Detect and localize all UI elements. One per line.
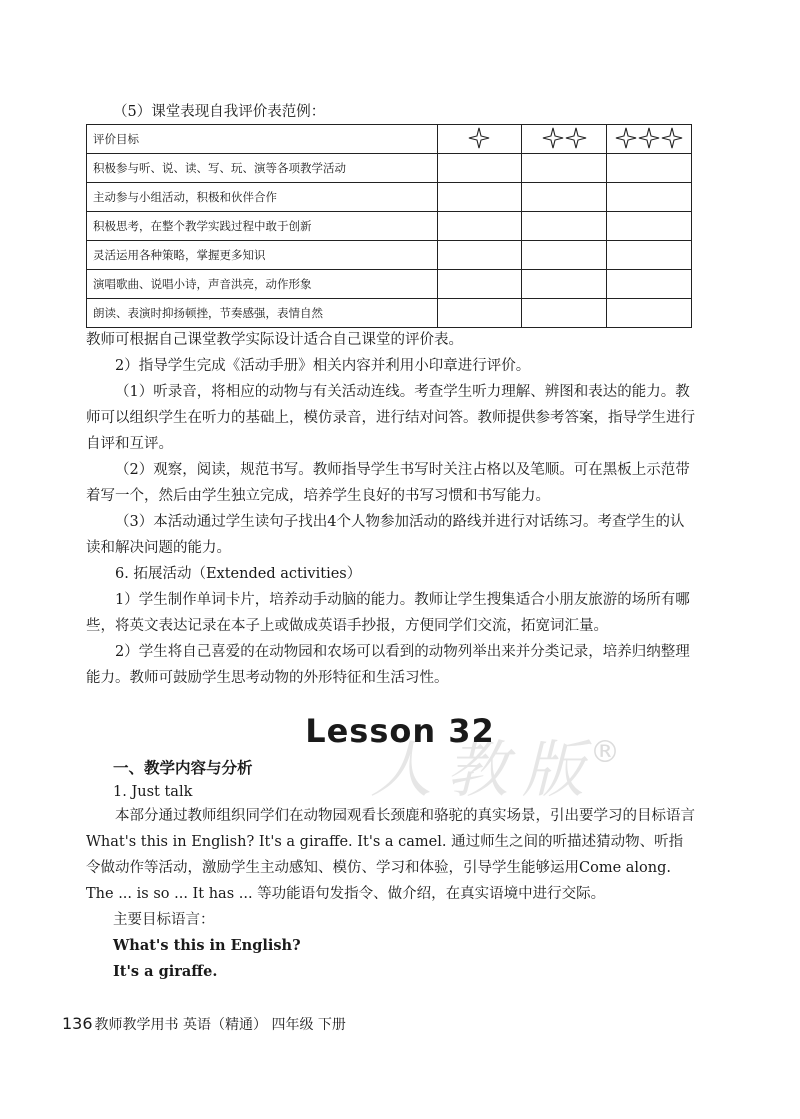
header-three-stars <box>607 125 692 154</box>
self-evaluation-table <box>86 124 692 328</box>
rating-cell <box>437 241 522 270</box>
rating-cell <box>607 212 692 241</box>
star-icon-group <box>468 127 490 149</box>
table-row <box>87 299 692 328</box>
goal-cell: 主动参与小组活动，积极和伙伴合作 <box>87 183 438 212</box>
lesson-body: 本部分通过教师组织同学们在动物园观看长颈鹿和骆驼的真实场景，引出要学习的目标语言What's this in English? It's a giraffe. It's a camel. 通过师生之间的听描述猜动物、听指令做动作等活动，激励学生主动感知、模仿、学习和体验，引导学生能够运用Come along. The ... is so ... It has ... 等功能语句发指令、做介绍，在真实语境中进行交际。 <box>86 808 695 902</box>
paragraph: 1）学生制作单词卡片，培养动手动脑的能力。教师让学生搜集适合小朋友旅游的场所有哪些，将英文表达记录在本子上或做成英语手抄报，方便同学们交流，拓宽词汇量。 <box>86 592 690 634</box>
paragraph: 2）学生将自己喜爱的在动物园和农场可以看到的动物列举出来并分类记录，培养归纳整理能力。教师可鼓励学生思考动物的外形特征和生活习性。 <box>86 644 690 686</box>
section-heading: 一、教学内容与分析 <box>113 758 253 777</box>
four-point-star-icon <box>468 127 490 149</box>
table-row <box>87 270 692 299</box>
paragraph: 教师可根据自己课堂教学实际设计适合自己课堂的评价表。 <box>86 332 463 348</box>
rating-cell <box>607 270 692 299</box>
rating-cell <box>607 241 692 270</box>
rating-cell <box>437 154 522 183</box>
book-title: 教师教学用书 英语（精通） 四年级 下册 <box>94 1017 346 1033</box>
goal-cell: 灵活运用各种策略，掌握更多知识 <box>87 241 438 270</box>
star-icon-group <box>542 127 587 149</box>
table-caption: （5）课堂表现自我评价表范例： <box>113 104 326 120</box>
goal-cell: 积极思考，在整个教学实践过程中敢于创新 <box>87 212 438 241</box>
goal-cell: 朗读、表演时抑扬顿挫，节奏感强，表情自然 <box>87 299 438 328</box>
four-point-star-icon <box>565 127 587 149</box>
target-sentence: What's this in English? <box>113 937 301 954</box>
four-point-star-icon <box>638 127 660 149</box>
target-label: 主要目标语言： <box>113 912 215 928</box>
header-goal: 评价目标 <box>87 125 438 154</box>
table-row <box>87 212 692 241</box>
rating-cell <box>437 183 522 212</box>
rating-cell <box>607 299 692 328</box>
header-two-stars <box>522 125 607 154</box>
rating-cell <box>607 154 692 183</box>
rating-cell <box>522 212 607 241</box>
rating-cell <box>522 183 607 212</box>
four-point-star-icon <box>615 127 637 149</box>
four-point-star-icon <box>661 127 683 149</box>
page-number: 136 <box>62 1014 93 1033</box>
rating-cell <box>522 154 607 183</box>
goal-cell: 演唱歌曲、说唱小诗，声音洪亮，动作形象 <box>87 270 438 299</box>
rating-cell <box>607 183 692 212</box>
rating-cell <box>522 270 607 299</box>
lesson-title: Lesson 32 <box>305 712 495 750</box>
star-icon-group <box>615 127 683 149</box>
rating-cell <box>437 212 522 241</box>
page-footer <box>62 1014 346 1034</box>
section-subheading: 6. 拓展活动（Extended activities） <box>115 566 362 582</box>
goal-cell: 积极参与听、说、读、写、玩、演等各项教学活动 <box>87 154 438 183</box>
sub-heading: 1. Just talk <box>113 784 193 800</box>
table-row <box>87 183 692 212</box>
paragraph: （1）听录音，将相应的动物与有关活动连线。考查学生听力理解、辨图和表达的能力。教师可以组织学生在听力的基础上，模仿录音，进行结对问答。教师提供参考答案，指导学生进行自评和互评。 <box>86 384 695 452</box>
paragraph: 2）指导学生完成《活动手册》相关内容并利用小印章进行评价。 <box>115 358 531 374</box>
four-point-star-icon <box>542 127 564 149</box>
rating-cell <box>437 270 522 299</box>
publisher-watermark: 人教版 <box>370 733 599 806</box>
table-row <box>87 241 692 270</box>
paragraph: （2）观察，阅读，规范书写。教师指导学生书写时关注占格以及笔顺。可在黑板上示范带着写一个，然后由学生独立完成，培养学生良好的书写习惯和书写能力。 <box>86 462 690 504</box>
target-sentence: It's a giraffe. <box>113 963 218 980</box>
table-row <box>87 154 692 183</box>
rating-cell <box>437 299 522 328</box>
registered-mark: ® <box>590 735 620 770</box>
rating-cell <box>522 299 607 328</box>
header-one-star <box>437 125 522 154</box>
table-header-row <box>87 125 692 154</box>
paragraph: （3）本活动通过学生读句子找出4个人物参加活动的路线并进行对话练习。考查学生的认读和解决问题的能力。 <box>86 514 685 556</box>
rating-cell <box>522 241 607 270</box>
